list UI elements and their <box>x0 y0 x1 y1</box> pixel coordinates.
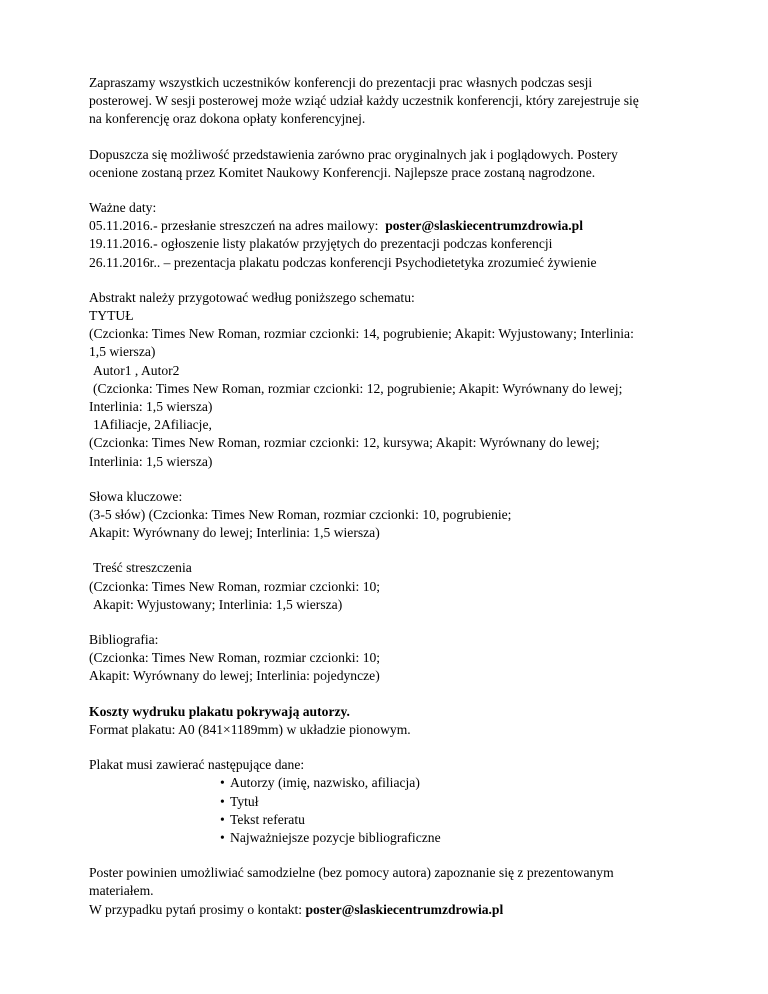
poster-requirements <box>89 756 689 847</box>
bibliography-format-line: Akapit: Wyrównany do lewej; Interlinia: pojedyncze) <box>89 668 380 684</box>
keywords-format-line: Akapit: Wyrównany do lewej; Interlinia: 1,5 wiersza) <box>89 525 380 541</box>
bullet-icon: • <box>220 829 225 845</box>
abstract-title-label: TYTUŁ <box>89 308 134 324</box>
list-item <box>220 811 689 829</box>
abstract-scheme <box>89 289 689 471</box>
bullet-icon: • <box>220 811 225 827</box>
list-item-text: Autorzy (imię, nazwisko, afiliacja) <box>230 775 420 791</box>
closing-paragraph <box>89 864 689 919</box>
content-section <box>89 559 689 614</box>
intro-line: na konferencję oraz dokona opłaty konferencyjnej. <box>89 111 366 127</box>
title-format-line: 1,5 wiersza) <box>89 344 156 360</box>
list-item <box>220 793 689 811</box>
bullet-icon: • <box>220 793 225 809</box>
keywords-section <box>89 488 689 543</box>
poster-format: Format plakatu: A0 (841×1189mm) w układzie pionowym. <box>89 721 411 737</box>
affiliation-format-line: (Czcionka: Times New Roman, rozmiar czcionki: 12, kursywa; Akapit: Wyrównany do lewej; <box>89 435 600 451</box>
intro-line: Zapraszamy wszystkich uczestników konferencji do prezentacji prac własnych podczas sesji <box>89 75 593 90</box>
bibliography-format-line: (Czcionka: Times New Roman, rozmiar czcionki: 10; <box>89 650 381 666</box>
requirements-heading: Plakat musi zawierać następujące dane: <box>89 757 305 773</box>
authors-label: Autor1 , Autor2 <box>93 362 180 378</box>
authors-format-line: Interlinia: 1,5 wiersza) <box>89 399 213 415</box>
closing-line: materiałem. <box>89 883 154 899</box>
list-item-text: Najważniejsze pozycje bibliograficzne <box>230 829 441 845</box>
date-text: 05.11.2016.- przesłanie streszczeń na adres mailowy: <box>89 218 379 234</box>
content-format-line: (Czcionka: Times New Roman, rozmiar czcionki: 10; <box>89 578 381 594</box>
contact-line <box>89 901 689 919</box>
date-line-1 <box>89 217 689 235</box>
list-item <box>220 829 689 847</box>
evaluation-line: Dopuszcza się możliwość przedstawienia zarówno prac oryginalnych jak i poglądowych. Postery <box>89 146 618 162</box>
list-item-text: Tekst referatu <box>230 811 305 827</box>
email-address: poster@slaskiecentrumzdrowia.pl <box>385 218 583 234</box>
date-line-2: 19.11.2016.- ogłoszenie listy plakatów przyjętych do prezentacji podczas konferencji <box>89 236 553 252</box>
important-dates <box>89 199 689 272</box>
bibliography-heading: Bibliografia: <box>89 632 159 648</box>
list-item-text: Tytuł <box>230 793 259 809</box>
costs-note: Koszty wydruku plakatu pokrywają autorzy. <box>89 703 350 719</box>
closing-line: Poster powinien umożliwiać samodzielne (bez pomocy autora) zapoznanie się z prezentowanym <box>89 865 614 881</box>
intro-paragraph <box>89 74 689 129</box>
bullet-icon: • <box>220 775 225 791</box>
evaluation-paragraph <box>89 146 689 182</box>
abstract-heading: Abstrakt należy przygotować według poniższego schematu: <box>89 289 415 305</box>
affiliation-format-line: Interlinia: 1,5 wiersza) <box>89 453 213 469</box>
date-line-3: 26.11.2016r.. – prezentacja plakatu podczas konferencji Psychodietetyka zrozumieć żywienie <box>89 254 597 270</box>
title-format-line: (Czcionka: Times New Roman, rozmiar czcionki: 14, pogrubienie; Akapit: Wyjustowany; Interlinia: <box>89 326 634 342</box>
content-format-line: Akapit: Wyjustowany; Interlinia: 1,5 wiersza) <box>93 596 343 612</box>
authors-format-line: (Czcionka: Times New Roman, rozmiar czcionki: 12, pogrubienie; Akapit: Wyrównany do lewej; <box>93 380 623 396</box>
requirements-list <box>89 774 689 847</box>
list-item <box>220 774 689 792</box>
contact-text: W przypadku pytań prosimy o kontakt: <box>89 901 303 917</box>
content-heading: Treść streszczenia <box>93 560 192 576</box>
affiliation-label: 1Afiliacje, 2Afiliacje, <box>93 417 212 433</box>
keywords-format-line: (3-5 słów) (Czcionka: Times New Roman, rozmiar czcionki: 10, pogrubienie; <box>89 507 512 523</box>
dates-heading: Ważne daty: <box>89 200 157 216</box>
keywords-heading: Słowa kluczowe: <box>89 488 183 504</box>
costs-section <box>89 703 689 739</box>
evaluation-line: ocenione zostaną przez Komitet Naukowy Konferencji. Najlepsze prace zostaną nagrodzone. <box>89 164 596 180</box>
document-page <box>89 74 689 919</box>
contact-email: poster@slaskiecentrumzdrowia.pl <box>305 901 504 917</box>
bibliography-section <box>89 631 689 686</box>
intro-line: posterowej. W sesji posterowej może wziąć udział każdy uczestnik konferencji, który zarejestruje się <box>89 93 639 109</box>
